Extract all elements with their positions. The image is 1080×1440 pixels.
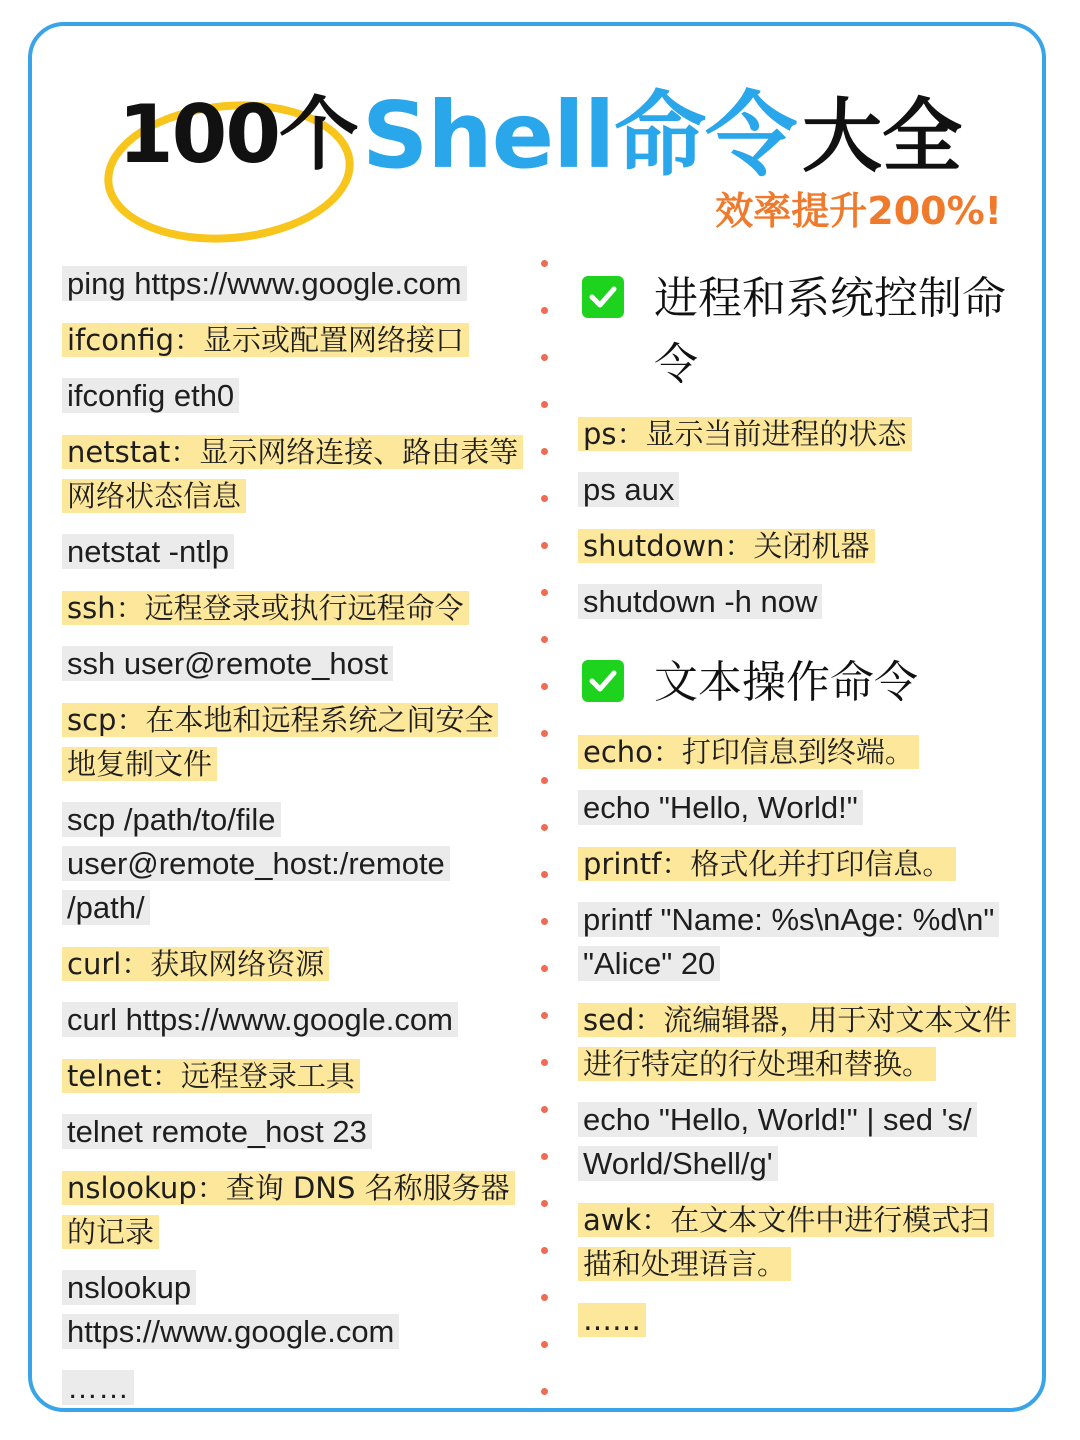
divider-dot <box>541 1059 548 1066</box>
title-shell: Shell命令 <box>362 82 797 189</box>
list-item: sed：流编辑器，用于对文本文件进行特定的行处理和替换。 <box>578 998 1018 1086</box>
divider-dot <box>541 777 548 784</box>
divider-dot <box>541 1012 548 1019</box>
list-item: ps：显示当前进程的状态 <box>578 412 1018 456</box>
list-item: echo：打印信息到终端。 <box>578 730 1018 774</box>
list-item: echo "Hello, World!" <box>578 786 1018 830</box>
page-title <box>0 58 1080 189</box>
list-item: ssh：远程登录或执行远程命令 <box>62 586 522 630</box>
list-item: nslookup：查询 DNS 名称服务器的记录 <box>62 1166 522 1254</box>
list-item: curl https://www.google.com <box>62 998 522 1042</box>
list-item: ssh user@remote_host <box>62 642 522 686</box>
divider-dot <box>541 965 548 972</box>
section-heading-label: 进程和系统控制命令 <box>654 273 1006 390</box>
list-item: telnet remote_host 23 <box>62 1110 522 1154</box>
list-item: shutdown：关闭机器 <box>578 524 1018 568</box>
divider-dot <box>541 1388 548 1395</box>
divider-dot <box>541 1106 548 1113</box>
list-item: …… <box>578 1298 1018 1342</box>
section-heading-text <box>578 650 1018 716</box>
divider-dot <box>541 1200 548 1207</box>
divider-dot <box>541 1247 548 1254</box>
list-item: netstat -ntlp <box>62 530 522 574</box>
divider-dot <box>541 354 548 361</box>
divider-dot <box>541 1341 548 1348</box>
section-heading-process <box>578 266 1018 398</box>
list-item: ps aux <box>578 468 1018 512</box>
divider-dot <box>541 1153 548 1160</box>
divider-dot <box>541 871 548 878</box>
divider-dot <box>541 495 548 502</box>
list-item: netstat：显示网络连接、路由表等网络状态信息 <box>62 430 522 518</box>
divider-dot <box>541 636 548 643</box>
checkbox-icon <box>582 276 624 318</box>
list-item: curl：获取网络资源 <box>62 942 522 986</box>
title-suffix: 大全 <box>802 90 962 183</box>
list-item: …… <box>62 1366 522 1410</box>
divider-dot <box>541 824 548 831</box>
divider-dot <box>541 542 548 549</box>
list-item: nslookup https://www.google.com <box>62 1266 522 1354</box>
list-item: echo "Hello, World!" | sed 's/ World/Shell/g' <box>578 1098 1018 1186</box>
list-item: scp：在本地和远程系统之间安全地复制文件 <box>62 698 522 786</box>
divider-dot <box>541 683 548 690</box>
divider-dot <box>541 1294 548 1301</box>
subtitle: 效率提升200%! <box>715 189 1002 233</box>
column-divider <box>541 260 549 1400</box>
divider-dot <box>541 448 548 455</box>
section-heading-label: 文本操作命令 <box>654 657 918 708</box>
list-item: awk：在文本文件中进行模式扫描和处理语言。 <box>578 1198 1018 1286</box>
left-column <box>62 262 522 1422</box>
divider-dot <box>541 260 548 267</box>
right-column <box>578 262 1018 1354</box>
list-item: printf：格式化并打印信息。 <box>578 842 1018 886</box>
divider-dot <box>541 307 548 314</box>
divider-dot <box>541 918 548 925</box>
divider-dot <box>541 401 548 408</box>
list-item: ifconfig：显示或配置网络接口 <box>62 318 522 362</box>
list-item: telnet：远程登录工具 <box>62 1054 522 1098</box>
list-item: ifconfig eth0 <box>62 374 522 418</box>
title-number: 100个 <box>118 88 357 181</box>
list-item: scp /path/to/file user@remote_host:/remote /path/ <box>62 798 522 930</box>
list-item: shutdown -h now <box>578 580 1018 624</box>
checkbox-icon <box>582 660 624 702</box>
divider-dot <box>541 589 548 596</box>
divider-dot <box>541 730 548 737</box>
list-item: printf "Name: %s\nAge: %d\n" "Alice" 20 <box>578 898 1018 986</box>
list-item: ping https://www.google.com <box>62 262 522 306</box>
